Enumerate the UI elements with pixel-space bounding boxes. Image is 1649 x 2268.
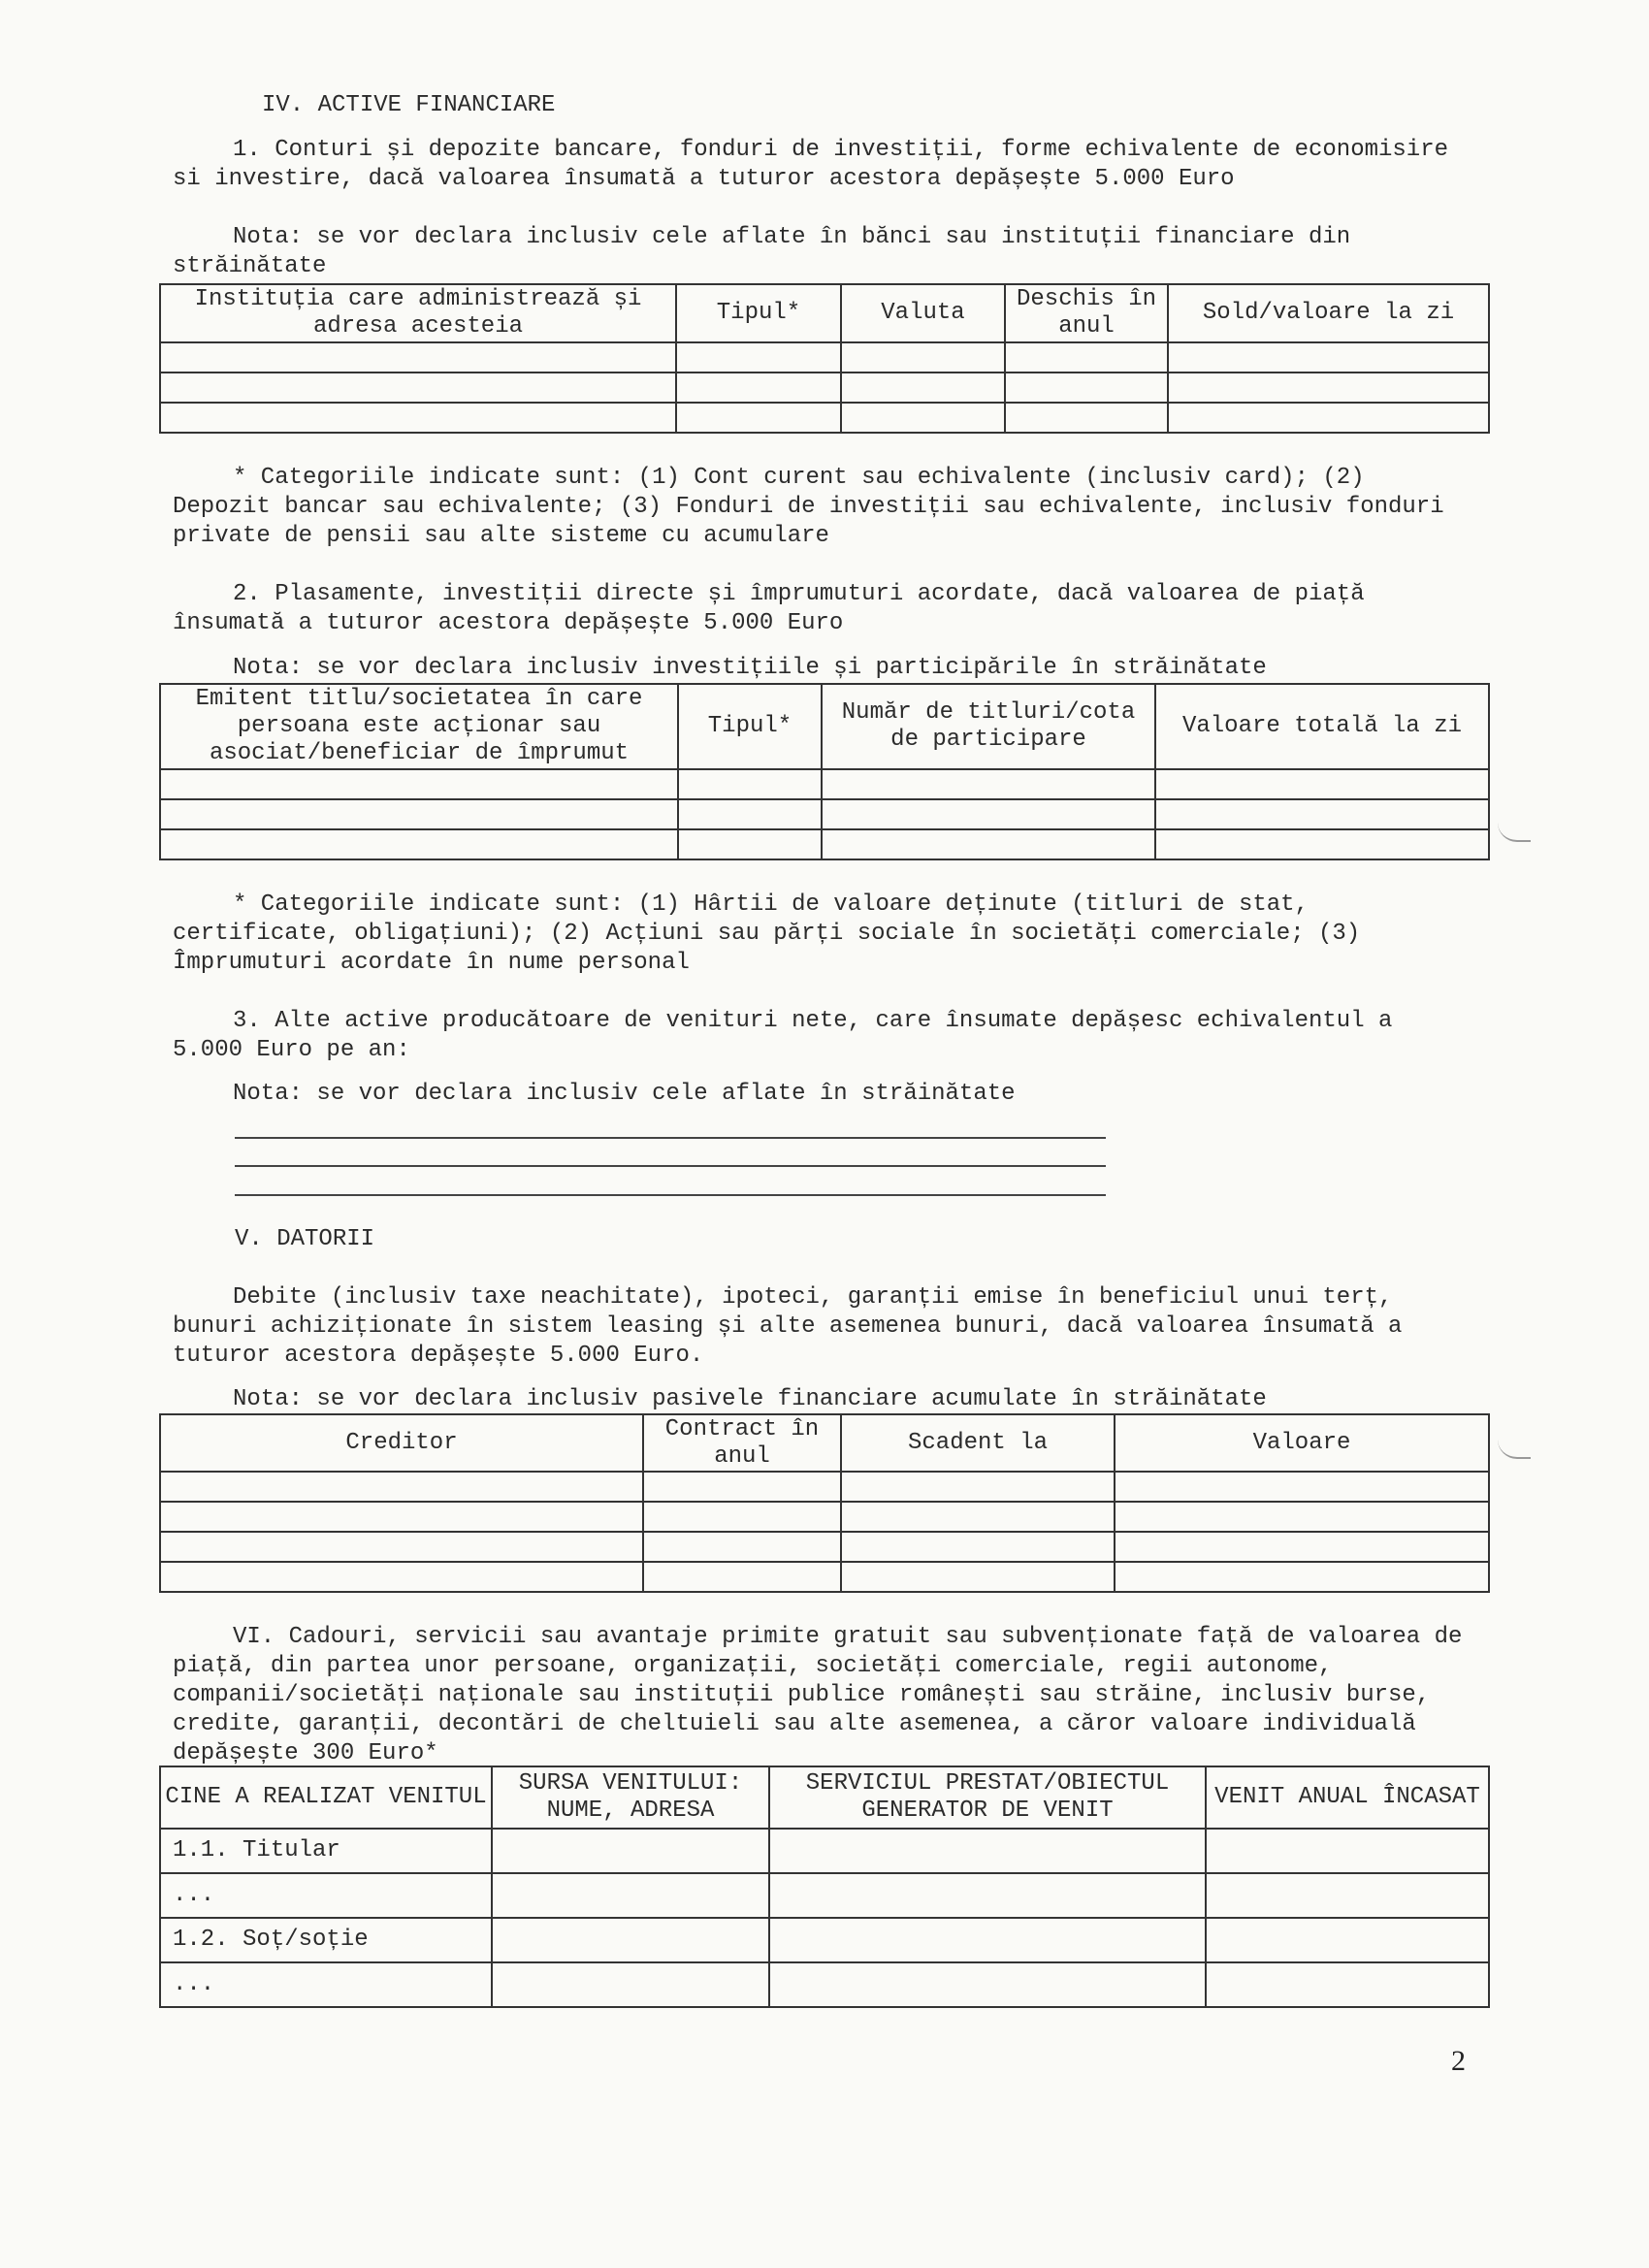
investments-table [159, 683, 1490, 860]
table-row [160, 403, 1489, 433]
table-row [160, 1918, 1489, 1962]
header-tipul: Tipul* [678, 684, 822, 769]
item1-text: 1. Conturi și depozite bancare, fonduri de investiții, forme echivalente de economisire si investire, dacă valoarea însumată a tuturor acestora depășește 5.000 Euro [173, 137, 1449, 192]
header-sursa: SURSA VENITULUI: NUME, ADRESA [492, 1766, 769, 1829]
binder-mark [1498, 1440, 1531, 1459]
table-row: ... [160, 1873, 1489, 1918]
header-venit-anual: VENIT ANUAL ÎNCASAT [1206, 1766, 1489, 1829]
header-valoare: Valoare [1115, 1414, 1489, 1472]
table-row [160, 1502, 1489, 1532]
header-institutia: Instituția care administrează și adresa acesteia [160, 284, 676, 342]
table-row [160, 373, 1489, 403]
table-row [160, 1829, 1489, 1873]
item1-footnote: * Categoriile indicate sunt: (1) Cont curent sau echivalente (inclusiv card); (2) Depozit bancar sau echivalente; (3) Fonduri de investiții sau echivalente, inclusiv fonduri private de pensii sau alte sisteme cu acumulare [173, 465, 1444, 549]
table-row [160, 1472, 1489, 1502]
debts-table [159, 1413, 1490, 1593]
gifts-table [159, 1766, 1490, 2008]
fill-line [235, 1165, 1106, 1167]
binder-mark [1498, 823, 1531, 842]
item2-text: 2. Plasamente, investiții directe și împrumuturi acordate, dacă valoarea de piață însumată a tuturor acestora depășește 5.000 Euro [173, 581, 1365, 636]
fill-line [235, 1194, 1106, 1196]
cadouri-text: VI. Cadouri, servicii sau avantaje primite gratuit sau subvenționate față de valoarea de piață, din partea unor persoane, organizații, societăți comerciale, regii autonome, companii/societăți naționale sau instituții publice românești sau străine, inclusiv burse, credite, garanții, decontări de cheltuieli sau alte asemenea, a căror valoare individuală depășește 300 Euro* [173, 1624, 1463, 1766]
item2-footnote: * Categoriile indicate sunt: (1) Hârtii de valoare deținute (titluri de stat, certificate, obligațiuni); (2) Acțiuni sau părți sociale în societăți comerciale; (3) Împrumuturi acordate în nume personal [173, 891, 1361, 976]
table-row [160, 1532, 1489, 1562]
header-creditor: Creditor [160, 1414, 643, 1472]
table-row: ... [160, 1962, 1489, 2007]
header-contract: Contract în anul [643, 1414, 841, 1472]
header-sold: Sold/valoare la zi [1168, 284, 1489, 342]
header-tipul: Tipul* [676, 284, 841, 342]
bank-accounts-table [159, 283, 1490, 434]
table-row [160, 342, 1489, 373]
row-label-sot: 1.2. Soț/soție [160, 1918, 492, 1962]
table-row [160, 799, 1489, 829]
table-row [160, 769, 1489, 799]
item3-text: 3. Alte active producătoare de venituri nete, care însumate depășesc echivalentul a 5.000 Euro pe an: [173, 1008, 1393, 1063]
header-valuta: Valuta [841, 284, 1005, 342]
page-number: 2 [1451, 2045, 1466, 2077]
item1-note: Nota: se vor declara inclusiv cele aflate în bănci sau instituții financiare din străinătate [173, 224, 1351, 279]
section-title-datorii: V. DATORII [235, 1226, 375, 1252]
table-row [160, 829, 1489, 859]
datorii-note: Nota: se vor declara inclusiv pasivele financiare acumulate în străinătate [233, 1386, 1267, 1412]
item2-note: Nota: se vor declara inclusiv investițiile și participările în străinătate [233, 655, 1267, 681]
item3-note: Nota: se vor declara inclusiv cele aflate în străinătate [233, 1081, 1016, 1107]
row-label-titular: 1.1. Titular [160, 1829, 492, 1873]
header-emitent: Emitent titlu/societatea în care persoana este acționar sau asociat/beneficiar de împrumut [160, 684, 678, 769]
header-numar-titluri: Număr de titluri/cota de participare [822, 684, 1155, 769]
datorii-text: Debite (inclusiv taxe neachitate), ipoteci, garanții emise în beneficiul unui terț, bunuri achiziționate în sistem leasing și alte asemenea bunuri, dacă valoarea însumată a tuturor acestora depășește 5.000 Euro. [173, 1284, 1403, 1369]
header-cine: CINE A REALIZAT VENITUL [160, 1766, 492, 1829]
section-title-active-financiare: IV. ACTIVE FINANCIARE [262, 92, 556, 118]
fill-line [235, 1137, 1106, 1139]
header-deschis: Deschis în anul [1005, 284, 1168, 342]
header-serviciul: SERVICIUL PRESTAT/OBIECTUL GENERATOR DE VENIT [769, 1766, 1206, 1829]
header-scadent: Scadent la [841, 1414, 1115, 1472]
header-valoare-totala: Valoare totală la zi [1155, 684, 1489, 769]
table-row [160, 1562, 1489, 1592]
